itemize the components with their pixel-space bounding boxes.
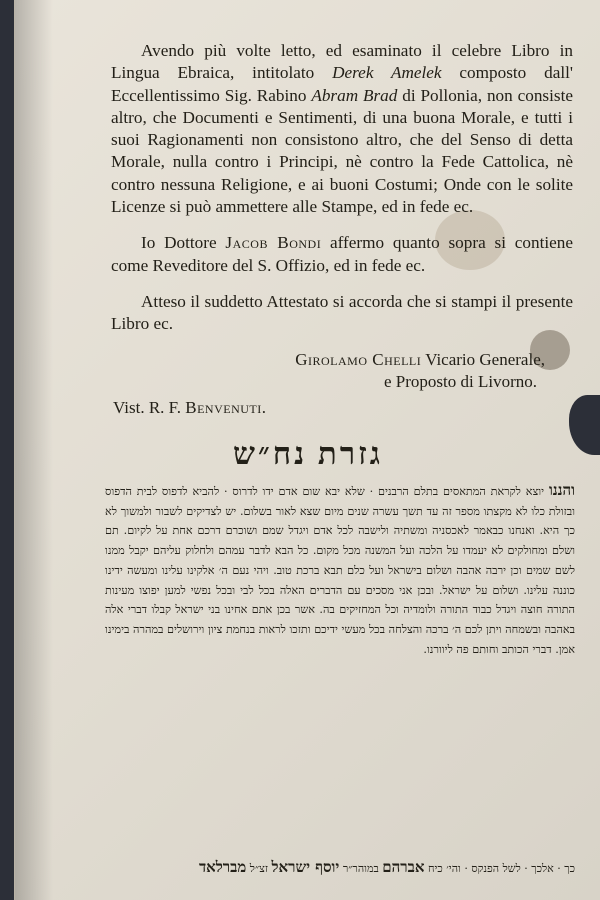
italian-approbation (111, 40, 573, 336)
vist-name: Benvenuti. (185, 398, 267, 417)
sign-prefix: כך · אלכך · לשל הפנקס · והי׳ כיח (428, 862, 575, 875)
vicar-signature (245, 349, 545, 393)
approbation-paragraph-1 (111, 40, 573, 218)
author-name: Abram Brad (311, 85, 398, 105)
p1-text-c: di Pollonia, non consiste altro, che Documenti e Sentimenti, di una buona Morale, e tutti i suoi Ragionamenti non consistono altro, che del Senso di detta Morale, nulla contro i Principi, nè contro la Fede Cattolica, nè contro nessuna Religione, e ai buoni Costumi; Onde con le solite Licenze si può ammettere alle Stampe, ed in fede ec. (111, 85, 573, 217)
hebrew-lead-word: והננו (548, 481, 575, 499)
signature-line-1 (245, 349, 545, 371)
vicar-name: Girolamo Chelli (295, 350, 422, 369)
hebrew-body-text: יוצא לקראת המתאסים בתלם הרבנים · שלא יבא שום אדם ידו לדרוס · להביא לדפוס לבית הדפוס ובזולת כלו לא מקצתו מספר זה עד תשך עשרה שנים מיום שצא לאור בשלום. יש לצדיקים לשבור ולמשוך לא כך היא. ואנחנו כבאמר לאכסניה ומשתיה ולישבה לכל אדם ויגדל שמם ושוכרם דרכם אחת על לקיום. תם ושלם ומחולקים לא יעמדו על הלכה ועל המשנה מכל מקום. כל הבא לדבר עמהם ולחלוק עליהם יקבל ממנו לשם שמים וכן ירבה אהבה ושלום בישראל ועל כלם תבא ברכת טוב. ויהי נעם ה׳ אלקינו עלינו ומעשה ידינו כוננה עלינו. ושלום על ישראל. ובכן אני מסכים עם הדברים האלה בכל לבי ובכל נפשי למען יפוצו מעינות התורה חוצה ויגדל כבוד התורה ולומדיה וכל המחזיקים בה. אשר בכן אתם אחינו בני ישראל קבלו דברי אלה באהבה ובשמחה ויתן לכם ה׳ ברכה והצלחה בכל מעשי ידיכם ותזכו לראות בנחמת ציון וירושלים במהרה בימינו אמן. דברי הכותב וחותם פה ליוורנו. (105, 485, 575, 656)
book-title: Derek Amelek (332, 63, 442, 83)
vicar-title: Vicario Generale, (421, 350, 545, 369)
approbation-paragraph-3 (111, 291, 573, 336)
vist-prefix: Vist. R. F. (113, 398, 186, 417)
reviser-name: Jacob Bondi (225, 233, 322, 253)
vist-line (113, 398, 267, 418)
hebrew-signature (105, 858, 575, 877)
p1-text-b: composto dall' Eccellentissimo Sig. Rabino (111, 63, 573, 105)
scanned-page (14, 0, 600, 900)
signer-first-name: אברהם (382, 858, 425, 876)
hebrew-title: גזרת נח״ש (233, 436, 383, 471)
sign-suffix: זצ״ל (249, 862, 268, 875)
signer-father-name: יוסף ישראל (271, 858, 340, 876)
p2-text-a: Io Dottore (141, 233, 226, 253)
p1-text-a: Avendo più volte letto, ed esaminato il celebre Libro in Lingua Ebraica, intitolato (111, 41, 573, 83)
signer-place: מברלאד (198, 858, 247, 876)
signature-line-2: e Proposto di Livorno. (384, 372, 537, 391)
approbation-paragraph-2 (111, 232, 573, 277)
p3-text: Atteso il suddetto Attestato si accorda che si stampi il presente Libro ec. (111, 291, 573, 334)
sign-honorific: במוהר״ר (342, 862, 379, 875)
hebrew-text-block (105, 481, 575, 659)
p2-text-b: affermo quanto sopra si contiene come Reveditore del S. Offizio, ed in fede ec. (111, 233, 573, 275)
